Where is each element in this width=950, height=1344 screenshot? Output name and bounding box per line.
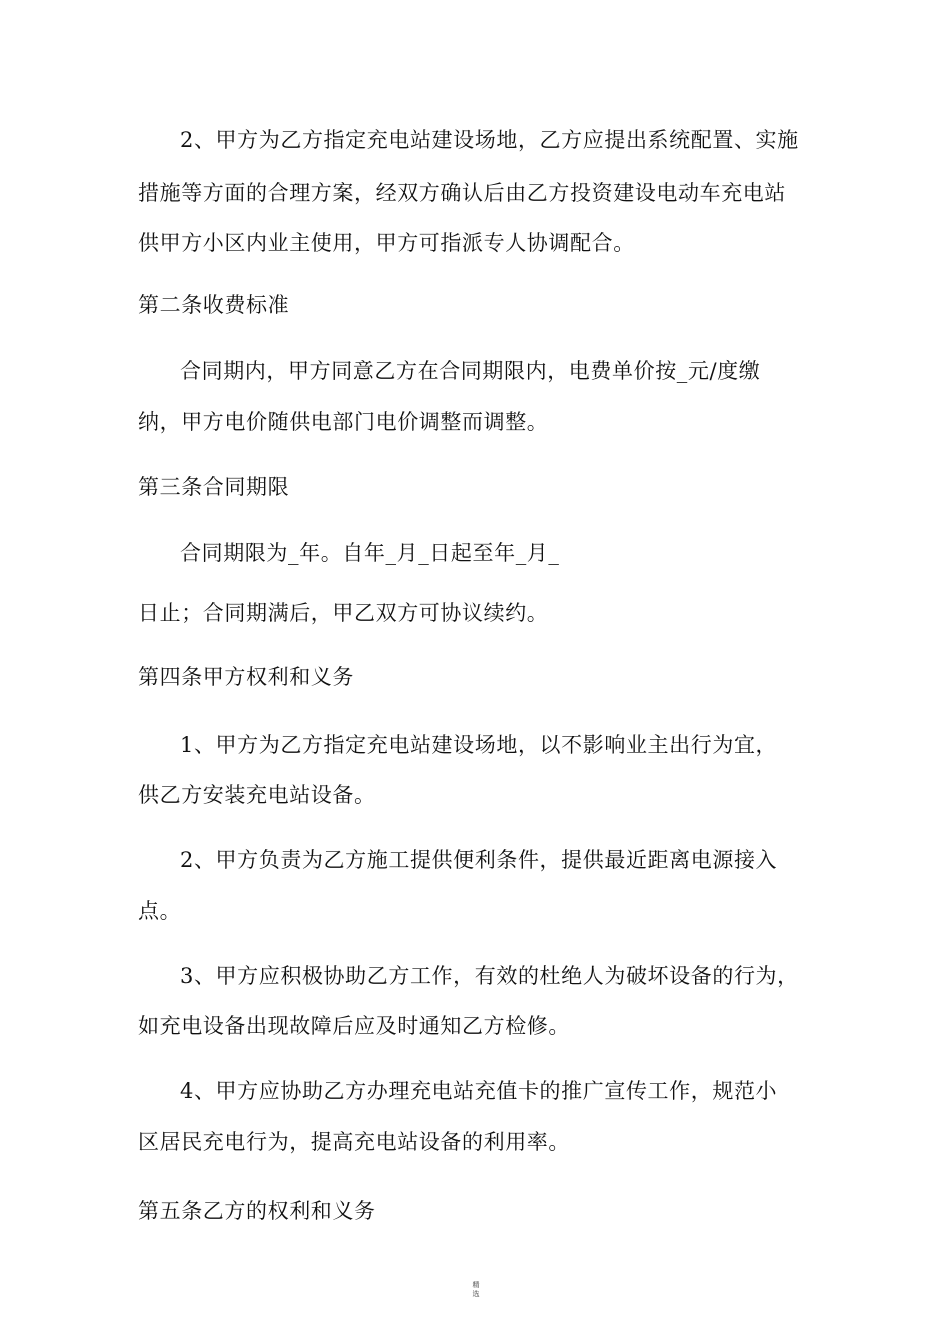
paragraph-line: 4、甲方应协助乙方办理充电站充值卡的推广宣传工作，规范小 xyxy=(180,1079,778,1103)
paragraph-line: 供甲方小区内业主使用，甲方可指派专人协调配合。 xyxy=(138,231,635,255)
paragraph-line: 3、甲方应积极协助乙方工作，有效的杜绝人为破坏设备的行为， xyxy=(180,964,799,988)
paragraph-line: 2、甲方为乙方指定充电站建设场地，乙方应提出系统配置、实施 xyxy=(180,128,799,152)
paragraph-line: 日止；合同期满后，甲乙双方可协议续约。 xyxy=(138,601,549,625)
paragraph-line: 措施等方面的合理方案，经双方确认后由乙方投资建设电动车充电站 xyxy=(138,181,786,205)
footer-char: 选 xyxy=(472,1290,480,1298)
paragraph-line: 点。 xyxy=(138,899,182,923)
section-heading: 第五条乙方的权利和义务 xyxy=(138,1199,376,1223)
paragraph-line: 区居民充电行为，提高充电站设备的利用率。 xyxy=(138,1130,570,1154)
paragraph-line: 1、甲方为乙方指定充电站建设场地，以不影响业主出行为宜， xyxy=(180,733,778,757)
paragraph-line: 供乙方安装充电站设备。 xyxy=(138,783,376,807)
section-heading: 第四条甲方权利和义务 xyxy=(138,665,354,689)
paragraph-line: 纳，甲方电价随供电部门电价调整而调整。 xyxy=(138,410,549,434)
paragraph-line: 合同期限为_年。自年_月_日起至年_月_ xyxy=(180,541,560,565)
section-heading: 第三条合同期限 xyxy=(138,475,290,499)
paragraph-line: 如充电设备出现故障后应及时通知乙方检修。 xyxy=(138,1014,570,1038)
page-footer xyxy=(466,1281,486,1299)
section-heading: 第二条收费标准 xyxy=(138,293,290,317)
paragraph-line: 2、甲方负责为乙方施工提供便利条件，提供最近距离电源接入 xyxy=(180,848,778,872)
paragraph-line: 合同期内，甲方同意乙方在合同期限内，电费单价按_元/度缴 xyxy=(180,359,761,383)
footer-char: 精 xyxy=(472,1281,480,1289)
